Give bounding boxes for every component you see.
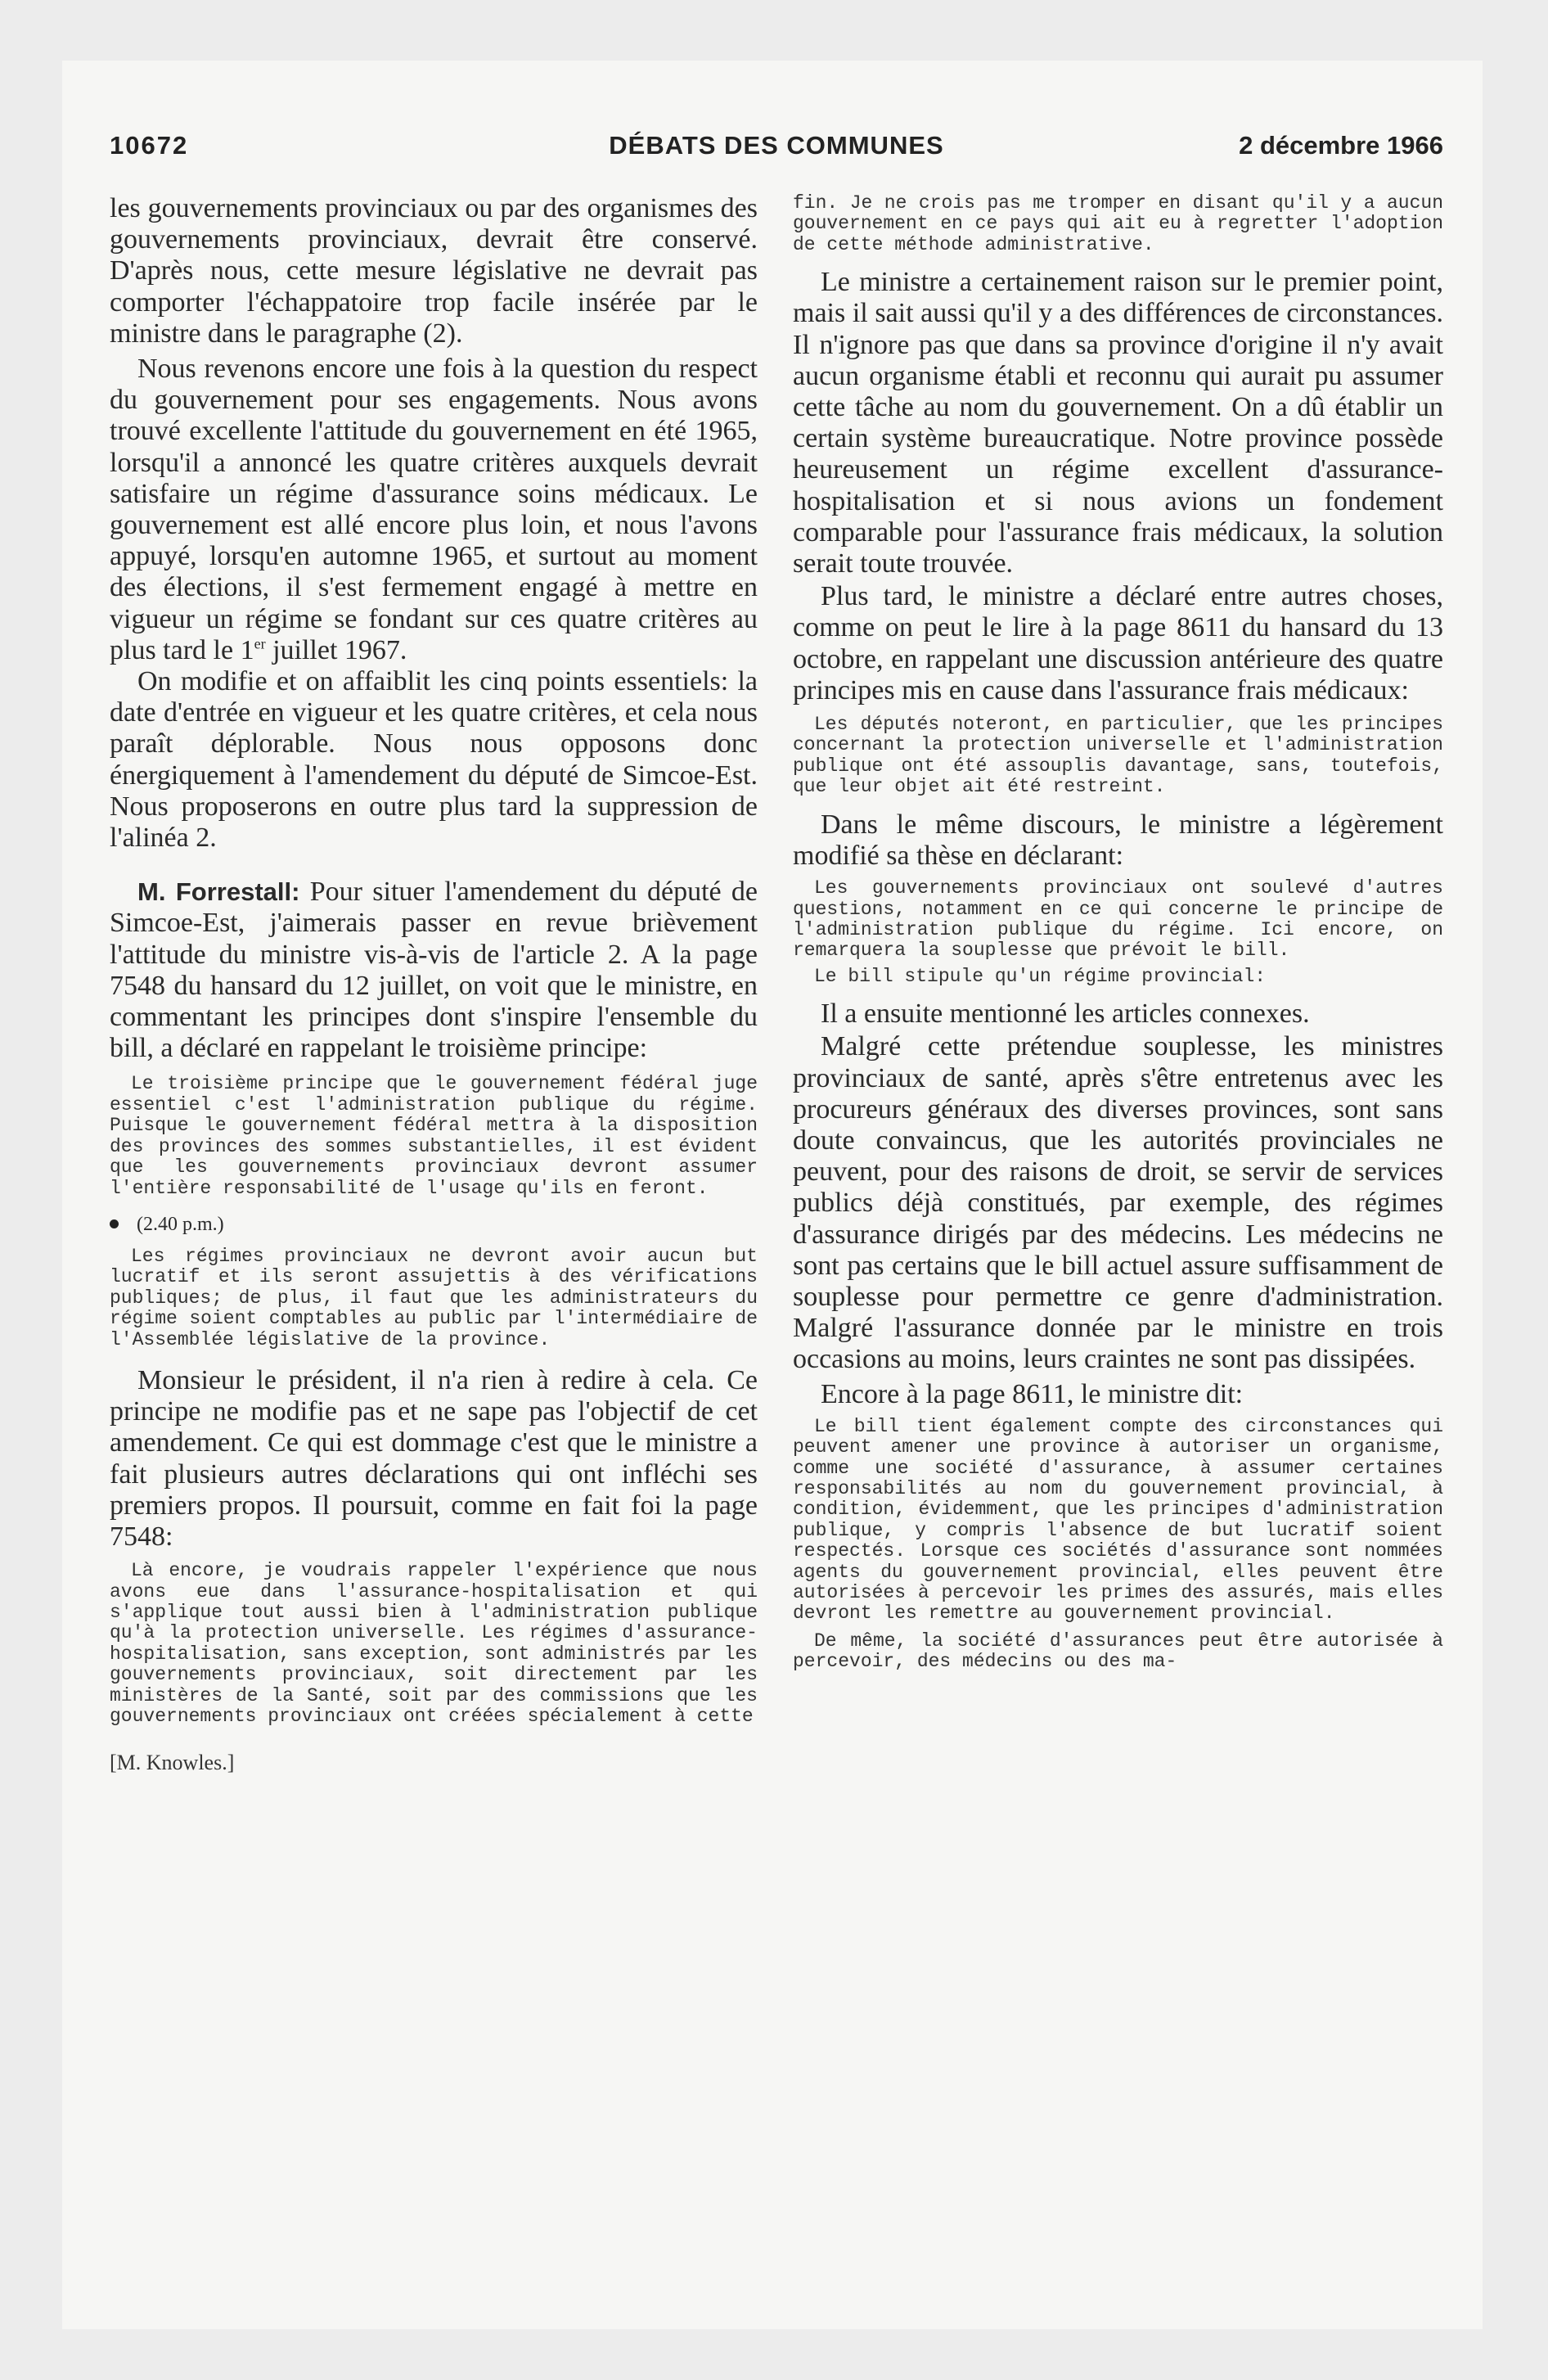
page-title: DÉBATS DES COMMUNES bbox=[609, 131, 944, 160]
page-header bbox=[110, 131, 1443, 172]
page-date: 2 décembre 1966 bbox=[1239, 131, 1443, 160]
quotation: De même, la société d'assurances peut être autorisée à percevoir, des médecins ou des ma- bbox=[793, 1629, 1443, 1673]
left-column bbox=[110, 193, 758, 1774]
paragraph: Plus tard, le ministre a déclaré entre autres choses, comme on peut le lire à la page 8611 du hansard du 13 octobre, en rappelant une discussion antérieure des quatre principes mis en cause dans l'assurance frais médicaux: bbox=[793, 581, 1443, 705]
right-column bbox=[793, 193, 1443, 1673]
paragraph: Le ministre a certainement raison sur le premier point, mais il sait aussi qu'il y a des différences de circonstances. Il n'ignore pas que dans sa province d'origine il n'y avait aucun organisme établi et reconnu qui aurait pu assumer cette tâche au nom du gouvernement. On a dû établir un certain système bureaucratique. Notre province possède heureusement un régime excellent d'assurance-hospitalisation et si nous avions un fondement comparable pour l'assurance frais médicaux, la solution serait toute trouvée. bbox=[793, 267, 1443, 579]
paragraph-text: juillet 1967. bbox=[265, 634, 407, 665]
bullet-icon bbox=[110, 1219, 119, 1228]
superscript: er bbox=[254, 635, 266, 652]
paragraph: On modifie et on affaiblit les cinq points essentiels: la date d'entrée en vigueur et les quatre critères, et cela nous paraît déplorable. Nous nous opposons donc énergiquement à l'amendement du député de Simcoe-Est. Nous proposerons en outre plus tard la suppression de l'alinéa 2. bbox=[110, 666, 758, 854]
quotation: Le troisième principe que le gouvernement fédéral juge essentiel c'est l'administration publique du régime. Puisque le gouvernement fédéral mettra à la disposition des provinces des sommes substantielles, il est évident que les gouvernements provinciaux devront assumer l'entière responsabilité de l'usage qu'ils en feront. bbox=[110, 1073, 758, 1199]
paragraph-text: Nous revenons encore une fois à la question du respect du gouvernement pour ses engagements. Nous avons trouvé excellente l'attitude du gouvernement en été 1965, lorsqu'il a annoncé les quatre critères auxquels devrait satisfaire un régime d'assurance soins médicaux. Le gouvernement est allé encore plus loin, et nous l'avons appuyé, lorsqu'en automne 1965, et surtout au moment des élections, il s'est fermement engagé à mettre en vigueur un régime se fondant sur ces quatre critères au plus tard le 1 bbox=[110, 354, 758, 665]
time-text: (2.40 p.m.) bbox=[137, 1213, 224, 1235]
paragraph: Monsieur le président, il n'a rien à redire à cela. Ce principe ne modifie pas et ne sape pas l'objectif de cet amendement. Ce qui est dommage c'est que le ministre a fait plusieurs autres déclarations qui ont infléchi ses premiers propos. Il poursuit, comme en fait foi la page 7548: bbox=[110, 1364, 758, 1552]
quotation: Les députés noteront, en particulier, que les principes concernant la protection universelle et l'administration publique ont été assouplis davantage, sans, toutefois, que leur objet ait été restreint. bbox=[793, 714, 1443, 798]
time-marker bbox=[110, 1214, 758, 1235]
quotation: Là encore, je voudrais rappeler l'expérience que nous avons eue dans l'assurance-hospitalisation et qui s'applique tout aussi bien à l'administration publique qu'à la protection universelle. Les régimes d'assurance-hospitalisation, sans exception, sont administrés par les gouvernements provinciaux, soit directement par les ministères de la Santé, soit par des commissions que les gouvernements provinciaux ont créées spécialement à cette bbox=[110, 1560, 758, 1728]
paragraph bbox=[110, 877, 758, 1064]
page-number: 10672 bbox=[110, 131, 189, 160]
quotation: Les gouvernements provinciaux ont soulevé d'autres questions, notamment en ce qui concerne le principe de l'administration publique du régime. Ici encore, on remarquera la souplesse que prévoit le bill. bbox=[793, 877, 1443, 962]
paragraph: Dans le même discours, le ministre a légèrement modifié sa thèse en déclarant: bbox=[793, 809, 1443, 871]
quotation: fin. Je ne crois pas me tromper en disant qu'il y a aucun gouvernement en ce pays qui ait eu à regretter l'adoption de cette méthode administrative. bbox=[793, 192, 1443, 255]
paragraph: Malgré cette prétendue souplesse, les ministres provinciaux de santé, après s'être entretenus avec les procureurs généraux des diverses provinces, sont sans doute convaincus, que les autorités provinciales ne peuvent, pour des raisons de droit, se servir de services publics déjà constitués, par exemple, des régimes d'assurance dirigés par des médecins. Les médecins ne sont pas certains que le bill actuel assure suffisamment de souplesse pour permettre ce genre d'administration. Malgré l'assurance donnée par le ministre en trois occasions au moins, leurs craintes ne sont pas dissipées. bbox=[793, 1031, 1443, 1375]
paragraph-text: Pour situer l'amendement du député de Simcoe-Est, j'aimerais passer en revue brièvement l'attitude du ministre vis-à-vis de l'article 2. A la page 7548 du hansard du 12 juillet, on voit que le ministre, en commentant les principes dont s'inspire l'ensemble du bill, a déclaré en rappelant le troisième principe: bbox=[110, 877, 758, 1064]
speaker-name: M. Forrestall: bbox=[137, 877, 300, 907]
paragraph bbox=[110, 354, 758, 666]
quotation: Les régimes provinciaux ne devront avoir aucun but lucratif et ils seront assujettis à des vérifications publiques; de plus, il faut que les administrateurs du régime soient comptables au public par l'intermédiaire de l'Assemblée législative de la province. bbox=[110, 1245, 758, 1350]
speaker-attribution: [M. Knowles.] bbox=[110, 1751, 235, 1775]
paragraph: Il a ensuite mentionné les articles connexes. bbox=[821, 998, 1310, 1030]
paragraph: Encore à la page 8611, le ministre dit: bbox=[821, 1378, 1244, 1409]
paragraph: les gouvernements provinciaux ou par des organismes des gouvernements provinciaux, devrait être conservé. D'après nous, cette mesure législative ne devrait pas comporter l'échappatoire trop facile insérée par le ministre dans le paragraphe (2). bbox=[110, 193, 758, 349]
quotation: Le bill stipule qu'un régime provincial: bbox=[814, 965, 1267, 987]
quotation: Le bill tient également compte des circonstances qui peuvent amener une province à autoriser un organisme, comme une société d'assurance, à assumer certaines responsabilités au nom du gouvernement provincial, à condition, évidemment, que les principes d'administration publique, y compris l'absence de but lucratif soient respectés. Lorsque ces sociétés d'assurance sont nommées agents du gouvernement provincial, elles peuvent être autorisées à percevoir les primes des assurés, mais elles devront les remettre au gouvernement provincial. bbox=[793, 1415, 1443, 1625]
